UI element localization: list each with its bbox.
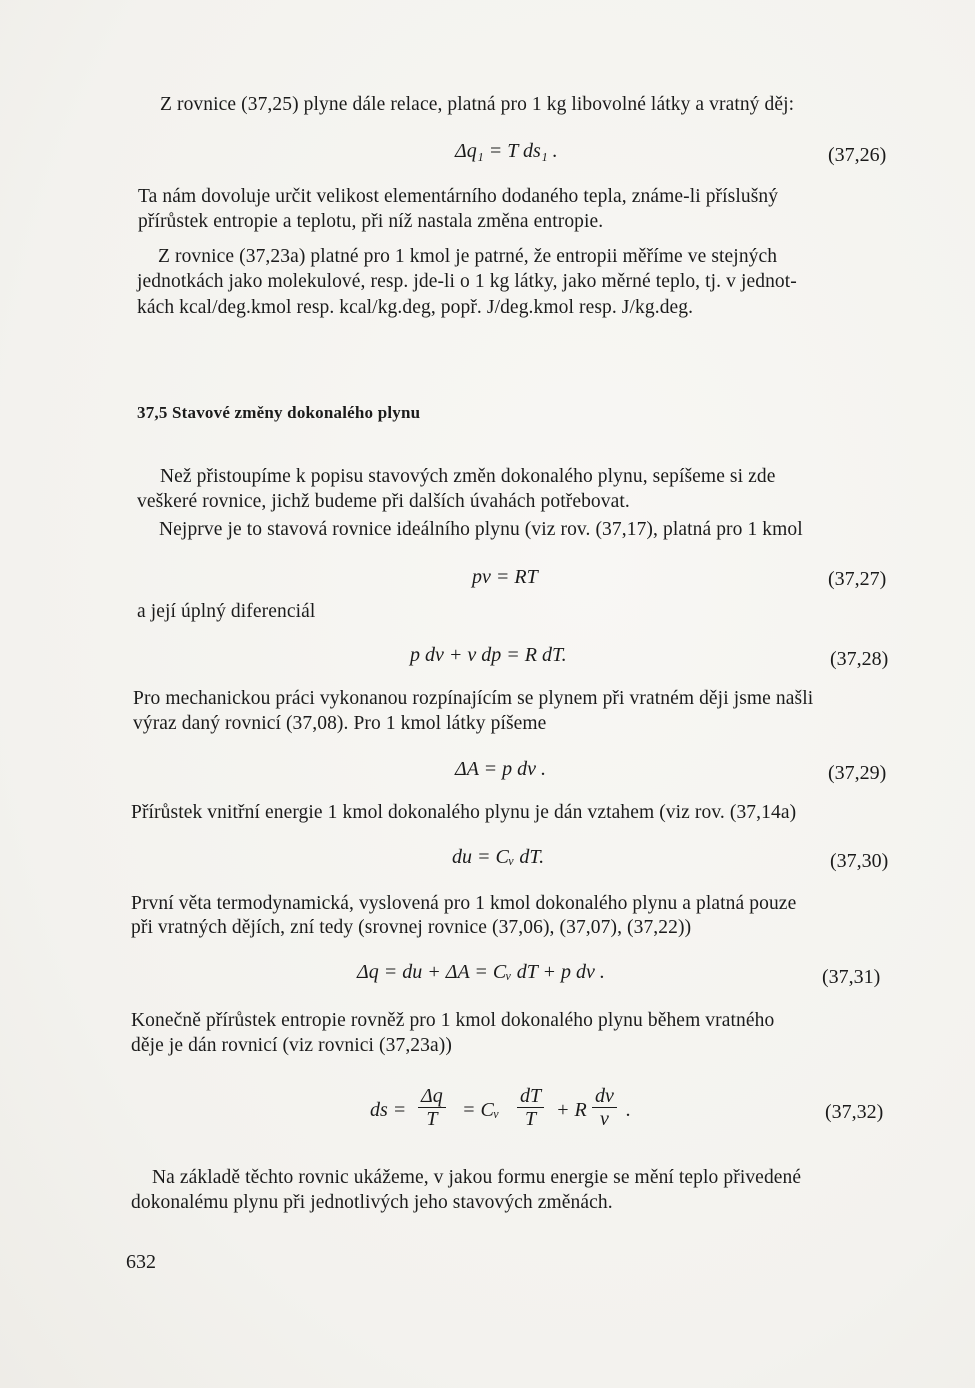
- page-number: 632: [126, 1251, 156, 1273]
- paragraph-line: Z rovnice (37,25) plyne dále relace, platná pro 1 kg libovolné látky a vratný děj:: [160, 94, 795, 115]
- paragraph-line: veškeré rovnice, jichž budeme při dalších úvahách potřebovat.: [137, 491, 630, 512]
- fraction-denominator: T: [525, 1108, 537, 1130]
- paragraph-line: kách kcal/deg.kmol resp. kcal/kg.deg, popř. J/deg.kmol resp. J/kg.deg.: [137, 297, 694, 318]
- paragraph-line: Konečně přírůstek entropie rovněž pro 1 kmol dokonalého plynu během vratného: [131, 1010, 775, 1031]
- equation-37-30: du = Cᵥ dT.: [452, 846, 545, 868]
- fraction-denominator: v: [600, 1108, 609, 1130]
- paragraph-line: Než přistoupíme k popisu stavových změn dokonalého plynu, sepíšeme si zde: [160, 466, 776, 487]
- paragraph-line: Z rovnice (37,23a) platné pro 1 kmol je patrné, že entropii měříme ve stejných: [158, 246, 778, 267]
- paragraph-line: Na základě těchto rovnic ukážeme, v jakou formu energie se mění teplo přivedené: [152, 1167, 802, 1188]
- paragraph-line: Přírůstek vnitřní energie 1 kmol dokonalého plynu je dán vztahem (viz rov. (37,14a): [131, 802, 797, 823]
- fraction-dq-over-t: [418, 1085, 446, 1130]
- equation-37-32-r: + R: [556, 1099, 587, 1121]
- fraction-dt-over-t: [517, 1085, 544, 1130]
- equation-37-32-lhs: ds =: [370, 1099, 407, 1121]
- equation-number: (37,31): [822, 966, 881, 988]
- paragraph-line: Nejprve je to stavová rovnice ideálního plynu (viz rov. (37,17), platná pro 1 kmol: [159, 519, 803, 540]
- paragraph-line: přírůstek entropie a teplotu, při níž nastala změna entropie.: [138, 211, 604, 232]
- equation-37-26: Δq₁ = T ds₁ .: [455, 140, 558, 162]
- equation-number: (37,30): [830, 850, 889, 872]
- equation-37-32-period: .: [626, 1099, 631, 1121]
- equation-37-27: pv = RT: [472, 566, 538, 588]
- paragraph-line: jednotkách jako molekulové, resp. jde-li o 1 kg látky, jako měrné teplo, tj. v jednot-: [137, 271, 797, 292]
- equation-number: (37,28): [830, 648, 889, 670]
- equation-number: (37,29): [828, 762, 887, 784]
- fraction-numerator: dT: [520, 1085, 542, 1107]
- fraction-numerator: dv: [595, 1085, 614, 1107]
- equation-37-29: ΔA = p dv .: [455, 758, 546, 780]
- equation-number: (37,27): [828, 568, 887, 590]
- fraction-numerator: Δq: [421, 1085, 443, 1107]
- paragraph-line: První věta termodynamická, vyslovená pro 1 kmol dokonalého plynu a platná pouze: [131, 893, 797, 914]
- fraction-denominator: T: [426, 1108, 438, 1130]
- equation-37-32-cv: = Cᵥ: [462, 1099, 500, 1121]
- paragraph-line: Ta nám dovoluje určit velikost elementárního dodaného tepla, známe-li příslušný: [138, 186, 779, 207]
- paragraph-line: Pro mechanickou práci vykonanou rozpínajícím se plynem při vratném ději jsme našli: [133, 688, 814, 709]
- paragraph-line: děje je dán rovnicí (viz rovnici (37,23a)): [131, 1035, 452, 1056]
- paragraph-line: a její úplný diferenciál: [137, 601, 316, 622]
- paragraph-line: při vratných dějích, zní tedy (srovnej rovnice (37,06), (37,07), (37,22)): [131, 917, 692, 938]
- fraction-dv-over-v: [592, 1085, 617, 1130]
- section-heading: 37,5 Stavové změny dokonalého plynu: [137, 403, 421, 422]
- equation-number: (37,32): [825, 1101, 884, 1123]
- paragraph-line: výraz daný rovnicí (37,08). Pro 1 kmol látky píšeme: [133, 713, 547, 734]
- equation-number: (37,26): [828, 144, 887, 166]
- paragraph-line: dokonalému plynu při jednotlivých jeho stavových změnách.: [131, 1192, 613, 1213]
- equation-37-28: p dv + v dp = R dT.: [410, 644, 567, 666]
- equation-37-31: Δq = du + ΔA = Cᵥ dT + p dv .: [357, 961, 605, 983]
